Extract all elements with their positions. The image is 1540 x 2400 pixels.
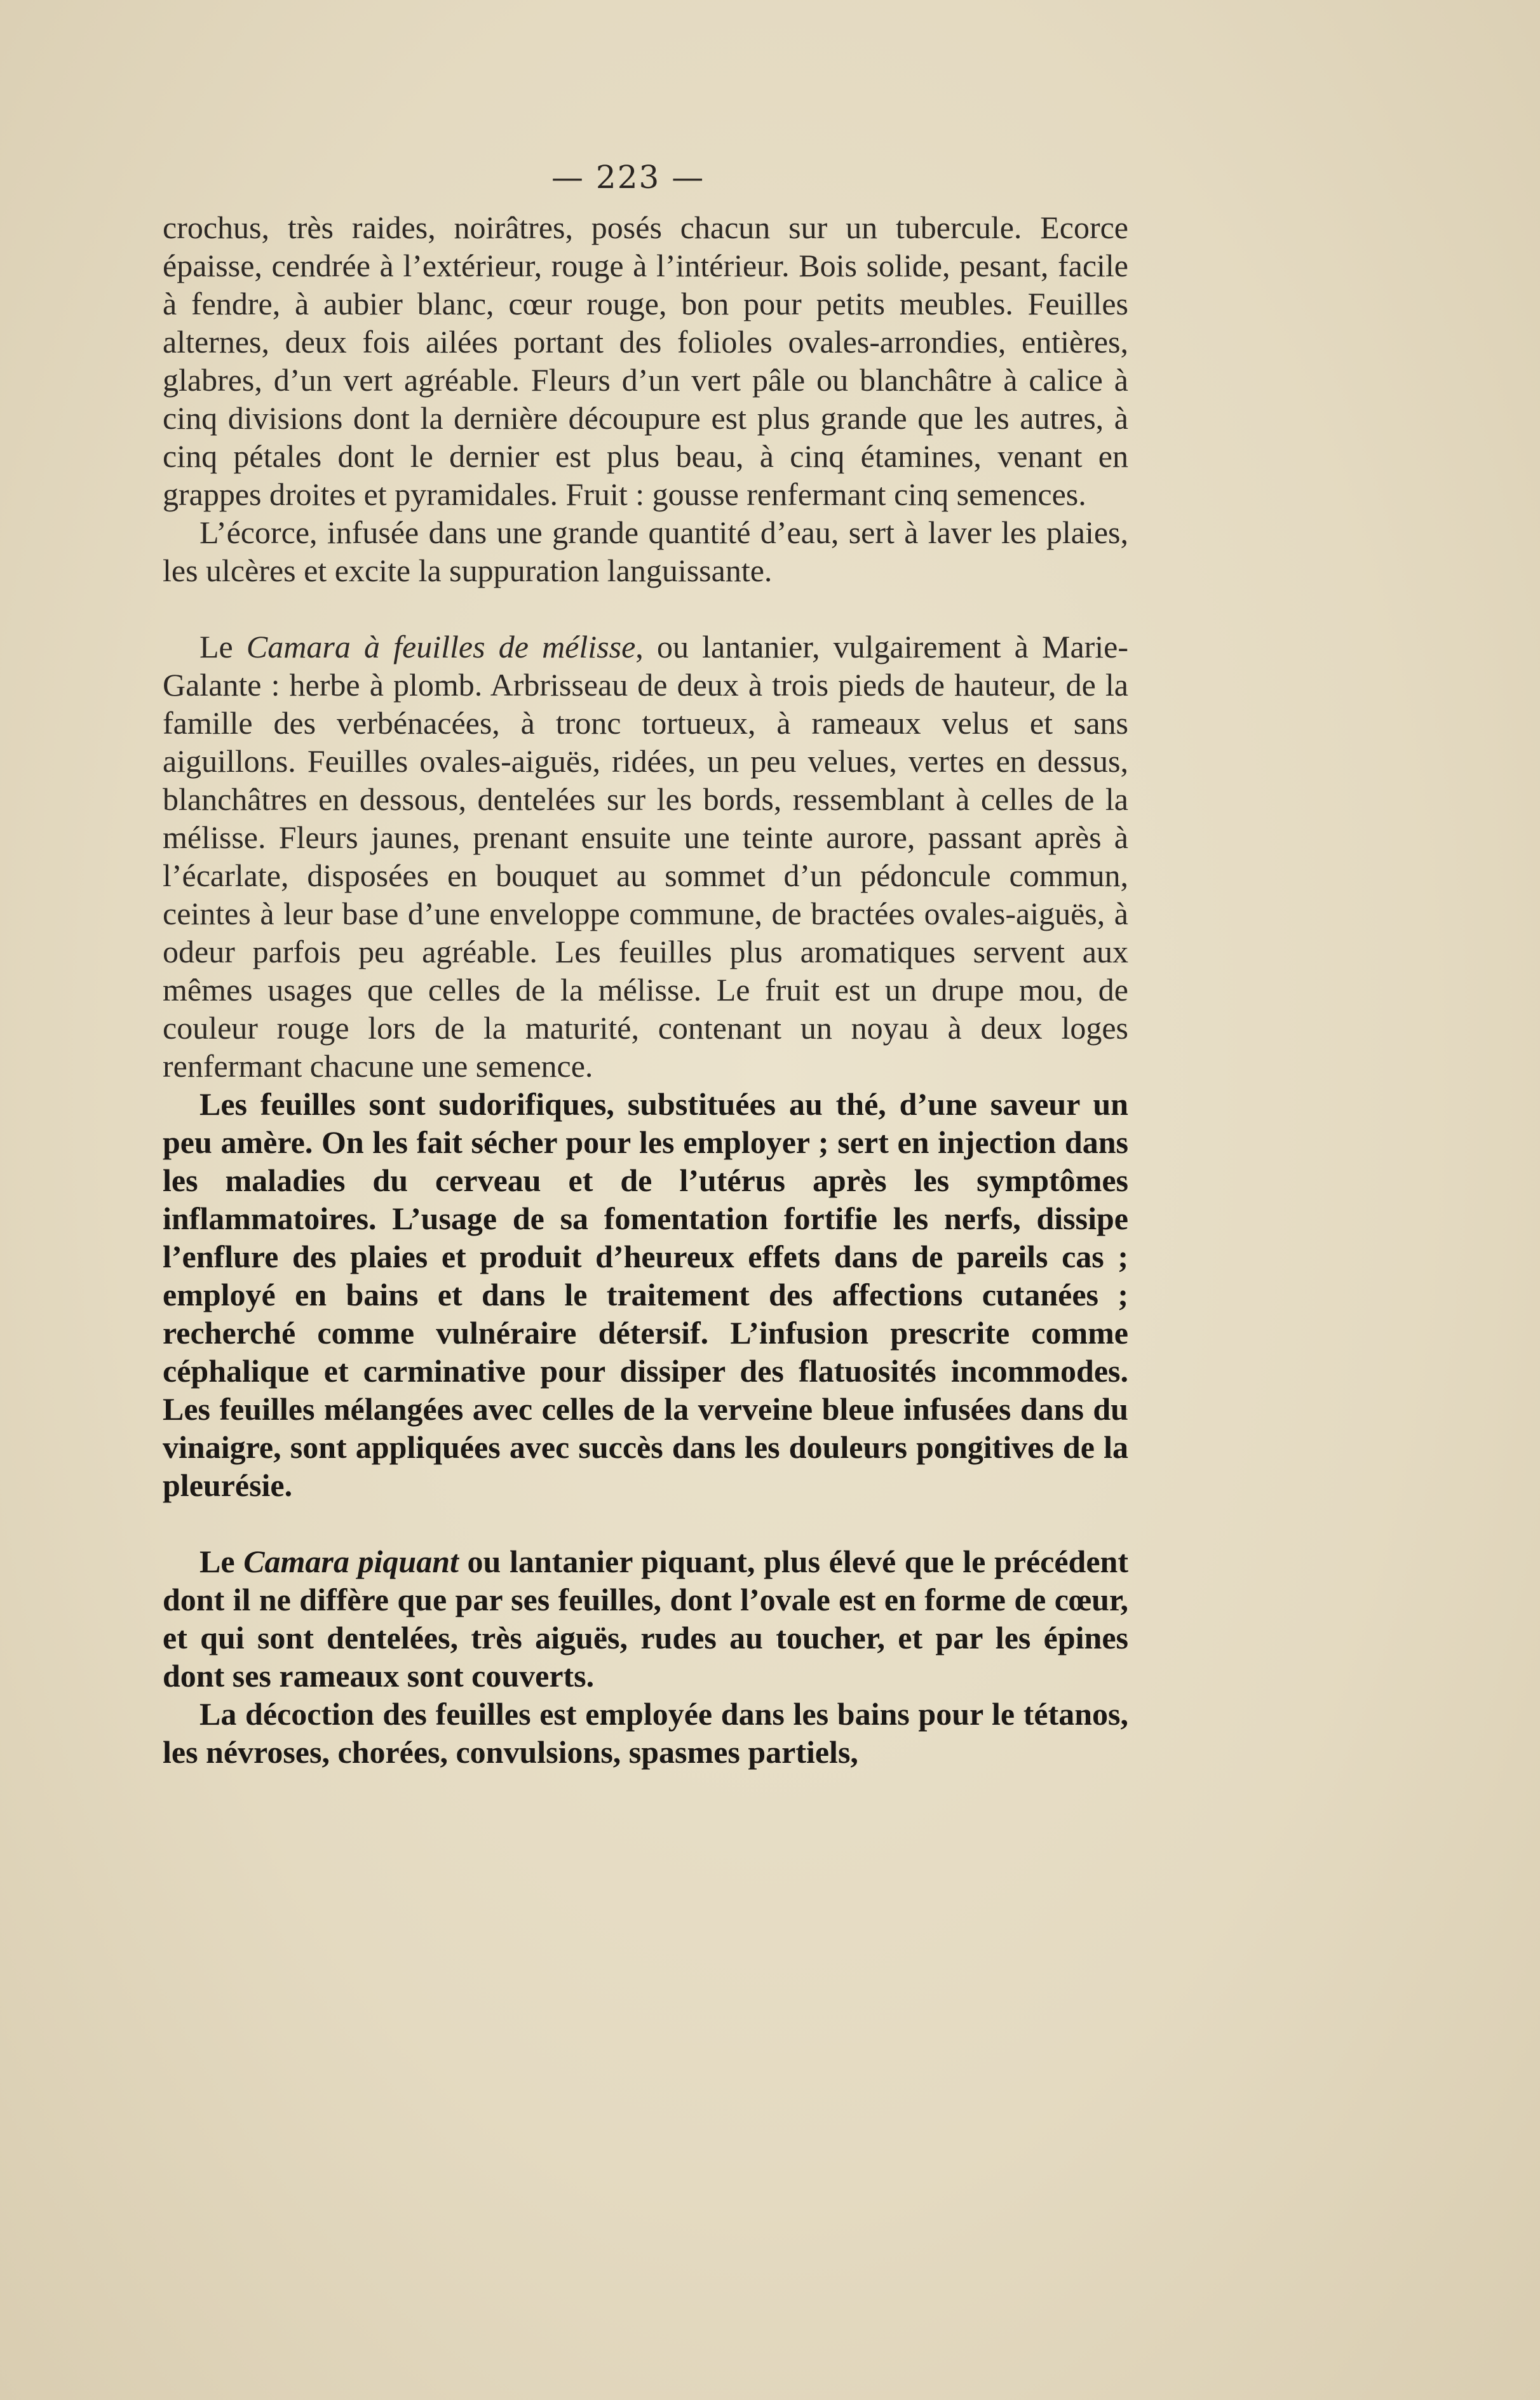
page-number: — 223 —: [551, 159, 705, 196]
species-name-camara-piquant: Camara piquant: [243, 1544, 459, 1579]
paragraph-bark-use: L’écorce, infusée dans une grande quantité d’eau, sert à laver les plaies, les ulcères et excite la suppuration languissante.: [163, 515, 1128, 588]
paragraph-camara-piquant-prefix: Le: [199, 1544, 244, 1579]
paragraph-camara-melisse: [163, 628, 1128, 1085]
paragraph-camara-melisse-prefix: Le: [199, 629, 247, 664]
paragraph-bark-description: crochus, très raides, noirâtres, posés chacun sur un tubercule. Ecorce épaisse, cendrée à l’extérieur, rouge à l’intérieur. Bois solide, pesant, facile à fendre, à aubier blanc, cœur rouge, bon pour petits meubles. Feuilles alternes, deux fois ailées portant des folioles ovales-arrondies, entières, glabres, d’un vert agréable. Fleurs d’un vert pâle ou blanchâtre à calice à cinq divisions dont la dernière découpure est plus grande que les autres, à cinq pétales dont le dernier est plus beau, à cinq étamines, venant en grappes droites et pyramidales. Fruit : gousse renfermant cinq semences.: [163, 210, 1128, 512]
paragraph-camara-melisse-body: , ou lantanier, vulgairement à Marie-Galante : herbe à plomb. Arbrisseau de deux à trois pieds de hauteur, de la famille des verbénacées, à tronc tortueux, à rameaux velus et sans aiguillons. Feuilles ovales-aiguës, ridées, un peu velues, vertes en dessus, blanchâtres en dessous, dentelées sur les bords, ressemblant à celles de la mélisse. Fleurs jaunes, prenant ensuite une teinte aurore, passant après à l’écarlate, disposées en bouquet au sommet d’un pédoncule commun, ceintes à leur base d’une enveloppe commune, de bractées ovales-aiguës, à odeur parfois peu agréable. Les feuilles plus aromatiques servent aux mêmes usages que celles de la mélisse. Le fruit est un drupe mou, de couleur rouge lors de la maturité, contenant un noyau à deux loges renfermant chacune une semence.: [163, 629, 1129, 1084]
paragraph-camara-piquant-body: ou lantanier piquant, plus élevé que le précédent dont il ne diffère que par ses feuilles, dont l’ovale est en forme de cœur, et qui sont dentelées, très aiguës, rudes au toucher, et par les épines dont ses rameaux sont couverts.: [163, 1544, 1128, 1694]
paragraph-camara-piquant: [163, 1542, 1128, 1695]
body-text: [163, 208, 1128, 1771]
paragraph-leaves-use: Les feuilles sont sudorifiques, substituées au thé, d’une saveur un peu amère. On les fait sécher pour les employer ; sert en injection dans les maladies du cerveau et de l’utérus après les symptômes inflammatoires. L’usage de sa fomentation fortifie les nerfs, dissipe l’enflure des plaies et produit d’heureux effets dans de pareils cas ; employé en bains et dans le traitement des affections cutanées ; recherché comme vulnéraire détersif. L’infusion prescrite comme céphalique et carminative pour dissiper des flatuosités incommodes. Les feuilles mélangées avec celles de la verveine bleue infusées dans du vinaigre, sont appliquées avec succès dans les douleurs pongitives de la pleurésie.: [163, 1086, 1128, 1503]
species-name-camara-melisse: Camara à feuilles de mélisse: [246, 629, 636, 664]
paragraph-decoction-use: La décoction des feuilles est employée dans les bains pour le tétanos, les névroses, chorées, convulsions, spasmes partiels,: [163, 1696, 1128, 1770]
